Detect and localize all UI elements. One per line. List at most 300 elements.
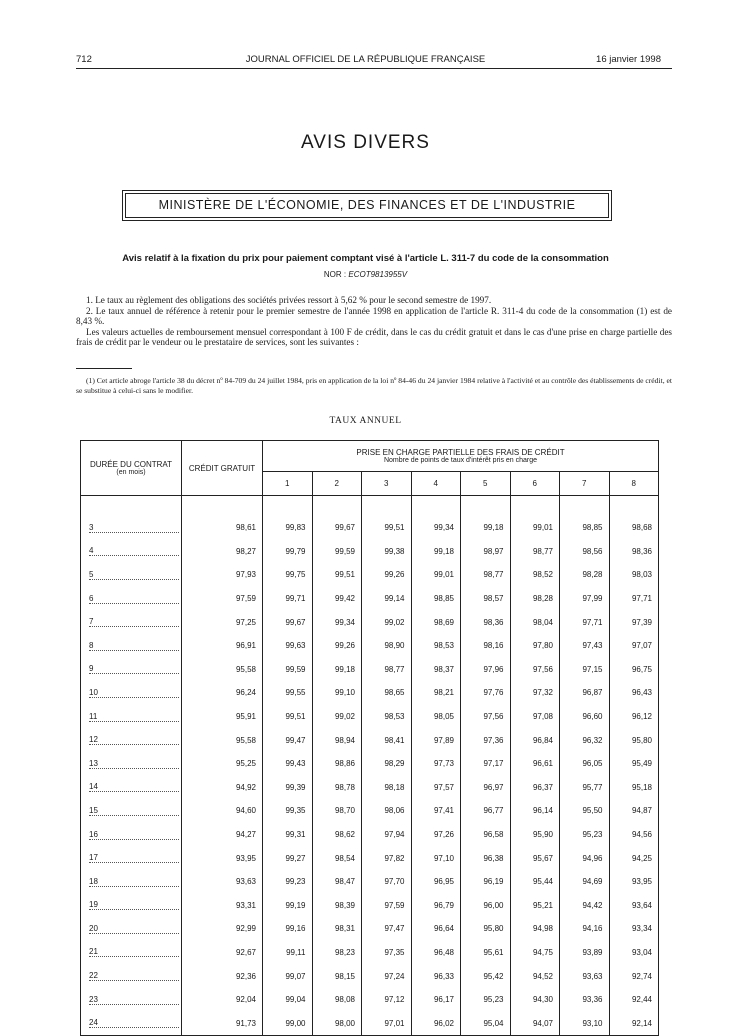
point-7-cell: 96,60 [560, 705, 610, 729]
duration-cell [81, 563, 182, 587]
point-1-cell: 99,19 [263, 894, 313, 918]
header-point-7: 7 [560, 472, 610, 496]
spacer-cell [461, 496, 511, 517]
point-2-cell: 98,15 [312, 964, 362, 988]
point-5-cell: 97,76 [461, 681, 511, 705]
point-6-cell: 97,80 [510, 634, 560, 658]
point-8-cell: 95,49 [609, 752, 659, 776]
table-row [81, 988, 659, 1012]
point-7-cell: 93,10 [560, 1011, 610, 1035]
spacer-cell [560, 496, 610, 517]
spacer-cell [81, 496, 182, 517]
spacer-cell [411, 496, 461, 517]
table-row [81, 610, 659, 634]
point-4-cell: 98,37 [411, 658, 461, 682]
ministry-box: MINISTÈRE DE L'ÉCONOMIE, DES FINANCES ET DE L'INDUSTRIE [125, 193, 609, 218]
point-2-cell: 98,94 [312, 728, 362, 752]
point-6-cell: 94,07 [510, 1011, 560, 1035]
point-2-cell: 99,42 [312, 587, 362, 611]
point-7-cell: 94,16 [560, 917, 610, 941]
point-7-cell: 93,63 [560, 964, 610, 988]
credit-gratuit-cell: 97,93 [182, 563, 263, 587]
point-6-cell: 94,75 [510, 941, 560, 965]
point-8-cell: 93,04 [609, 941, 659, 965]
duration-value: 18 [89, 878, 179, 887]
point-6-cell: 96,14 [510, 799, 560, 823]
credit-gratuit-cell: 92,04 [182, 988, 263, 1012]
point-1-cell: 99,59 [263, 658, 313, 682]
point-1-cell: 99,39 [263, 776, 313, 800]
point-7-cell: 98,56 [560, 540, 610, 564]
header-duration [81, 441, 182, 496]
point-8-cell: 98,68 [609, 516, 659, 540]
point-8-cell: 97,39 [609, 610, 659, 634]
point-2-cell: 98,08 [312, 988, 362, 1012]
point-5-cell: 98,36 [461, 610, 511, 634]
point-5-cell: 95,23 [461, 988, 511, 1012]
section-title: AVIS DIVERS [301, 132, 430, 153]
duration-cell [81, 587, 182, 611]
point-4-cell: 98,69 [411, 610, 461, 634]
point-5-cell: 96,58 [461, 823, 511, 847]
table-row [81, 1011, 659, 1035]
duration-value: 21 [89, 948, 179, 957]
spacer-row [81, 496, 659, 517]
credit-gratuit-cell: 95,91 [182, 705, 263, 729]
duration-cell [81, 846, 182, 870]
point-1-cell: 99,04 [263, 988, 313, 1012]
point-1-cell: 99,16 [263, 917, 313, 941]
credit-gratuit-cell: 95,58 [182, 658, 263, 682]
point-3-cell: 99,51 [362, 516, 412, 540]
point-4-cell: 97,73 [411, 752, 461, 776]
footnote-rule [76, 368, 132, 369]
point-3-cell: 97,94 [362, 823, 412, 847]
duration-value: 11 [89, 713, 179, 722]
point-2-cell: 98,86 [312, 752, 362, 776]
point-8-cell: 97,07 [609, 634, 659, 658]
point-6-cell: 96,61 [510, 752, 560, 776]
table-row [81, 516, 659, 540]
table-row [81, 941, 659, 965]
point-8-cell: 97,71 [609, 587, 659, 611]
point-7-cell: 93,89 [560, 941, 610, 965]
point-1-cell: 99,35 [263, 799, 313, 823]
point-2-cell: 99,18 [312, 658, 362, 682]
notice-title: Avis relatif à la fixation du prix pour paiement comptant visé à l'article L. 311-7 du code de la consommation [122, 253, 609, 264]
point-7-cell: 95,23 [560, 823, 610, 847]
table-row [81, 728, 659, 752]
table-row [81, 776, 659, 800]
credit-gratuit-cell: 91,73 [182, 1011, 263, 1035]
point-3-cell: 98,77 [362, 658, 412, 682]
duration-value: 23 [89, 996, 179, 1005]
point-4-cell: 99,18 [411, 540, 461, 564]
point-4-cell: 98,05 [411, 705, 461, 729]
point-6-cell: 98,77 [510, 540, 560, 564]
point-2-cell: 99,26 [312, 634, 362, 658]
point-4-cell: 96,02 [411, 1011, 461, 1035]
point-6-cell: 95,44 [510, 870, 560, 894]
table-caption: TAUX ANNUEL [329, 416, 402, 426]
point-6-cell: 96,84 [510, 728, 560, 752]
point-3-cell: 97,70 [362, 870, 412, 894]
footnote: (1) Cet article abroge l'article 38 du décret nº 84-709 du 24 juillet 1984, pris en application de la loi nº 84-46 du 24 janvier 1984 relative à l'activité et au contrôle des établissements de crédit, et se substitue à celui-ci sans le modifier. [76, 376, 672, 395]
duration-value: 8 [89, 642, 179, 651]
point-3-cell: 99,38 [362, 540, 412, 564]
point-1-cell: 99,71 [263, 587, 313, 611]
duration-value: 24 [89, 1019, 179, 1028]
point-2-cell: 99,67 [312, 516, 362, 540]
duration-value: 3 [89, 524, 179, 533]
spacer-cell [609, 496, 659, 517]
duration-cell [81, 776, 182, 800]
duration-cell [81, 634, 182, 658]
point-6-cell: 97,56 [510, 658, 560, 682]
point-3-cell: 98,29 [362, 752, 412, 776]
credit-gratuit-cell: 98,27 [182, 540, 263, 564]
point-7-cell: 97,15 [560, 658, 610, 682]
nor-code: ECOT9813955V [348, 270, 408, 279]
point-4-cell: 97,57 [411, 776, 461, 800]
point-2-cell: 98,62 [312, 823, 362, 847]
point-8-cell: 93,64 [609, 894, 659, 918]
point-5-cell: 97,56 [461, 705, 511, 729]
table-row [81, 917, 659, 941]
table-row [81, 587, 659, 611]
point-5-cell: 96,00 [461, 894, 511, 918]
point-4-cell: 96,17 [411, 988, 461, 1012]
point-5-cell: 96,19 [461, 870, 511, 894]
table-row [81, 658, 659, 682]
point-5-cell: 96,77 [461, 799, 511, 823]
point-6-cell: 95,67 [510, 846, 560, 870]
duration-value: 10 [89, 689, 179, 698]
issue-date: 16 janvier 1998 [596, 54, 661, 65]
journal-title: JOURNAL OFFICIEL DE LA RÉPUBLIQUE FRANÇAISE [245, 54, 486, 65]
point-6-cell: 94,98 [510, 917, 560, 941]
duration-value: 6 [89, 595, 179, 604]
credit-gratuit-cell: 96,24 [182, 681, 263, 705]
point-5-cell: 97,36 [461, 728, 511, 752]
point-8-cell: 96,75 [609, 658, 659, 682]
point-4-cell: 98,53 [411, 634, 461, 658]
header-credit-gratuit: CRÉDIT GRATUIT [182, 441, 263, 496]
point-8-cell: 96,43 [609, 681, 659, 705]
spacer-cell [312, 496, 362, 517]
point-2-cell: 99,10 [312, 681, 362, 705]
point-4-cell: 97,10 [411, 846, 461, 870]
rates-table [80, 440, 659, 1036]
point-5-cell: 97,17 [461, 752, 511, 776]
spacer-cell [263, 496, 313, 517]
duration-value: 17 [89, 854, 179, 863]
point-2-cell: 99,59 [312, 540, 362, 564]
point-2-cell: 99,51 [312, 563, 362, 587]
duration-cell [81, 988, 182, 1012]
duration-cell [81, 941, 182, 965]
header-point-5: 5 [461, 472, 511, 496]
duration-value: 19 [89, 901, 179, 910]
point-6-cell: 97,32 [510, 681, 560, 705]
duration-cell [81, 681, 182, 705]
point-4-cell: 97,89 [411, 728, 461, 752]
point-8-cell: 98,36 [609, 540, 659, 564]
duration-cell [81, 799, 182, 823]
point-1-cell: 99,31 [263, 823, 313, 847]
header-point-3: 3 [362, 472, 412, 496]
paragraph-3: Les valeurs actuelles de remboursement mensuel correspondant à 100 F de crédit, dans le cas du crédit gratuit et dans le cas d'une prise en charge partielle des frais de crédit par le vendeur ou le prestataire de services, sont les suivantes : [76, 326, 672, 347]
duration-cell [81, 658, 182, 682]
point-4-cell: 96,64 [411, 917, 461, 941]
point-4-cell: 96,48 [411, 941, 461, 965]
table-row [81, 799, 659, 823]
credit-gratuit-cell: 94,92 [182, 776, 263, 800]
header-point-1: 1 [263, 472, 313, 496]
point-1-cell: 99,11 [263, 941, 313, 965]
duration-value: 20 [89, 925, 179, 934]
point-3-cell: 99,26 [362, 563, 412, 587]
point-5-cell: 95,42 [461, 964, 511, 988]
point-1-cell: 99,67 [263, 610, 313, 634]
point-3-cell: 98,06 [362, 799, 412, 823]
point-3-cell: 99,02 [362, 610, 412, 634]
credit-gratuit-cell: 92,67 [182, 941, 263, 965]
credit-gratuit-cell: 98,61 [182, 516, 263, 540]
point-6-cell: 98,04 [510, 610, 560, 634]
point-2-cell: 99,34 [312, 610, 362, 634]
point-6-cell: 96,37 [510, 776, 560, 800]
point-4-cell: 99,34 [411, 516, 461, 540]
table-row [81, 540, 659, 564]
point-6-cell: 98,28 [510, 587, 560, 611]
point-8-cell: 94,25 [609, 846, 659, 870]
point-4-cell: 96,95 [411, 870, 461, 894]
credit-gratuit-cell: 93,95 [182, 846, 263, 870]
point-8-cell: 96,12 [609, 705, 659, 729]
point-7-cell: 94,69 [560, 870, 610, 894]
point-1-cell: 99,43 [263, 752, 313, 776]
duration-value: 13 [89, 760, 179, 769]
credit-gratuit-cell: 97,25 [182, 610, 263, 634]
credit-gratuit-cell: 92,99 [182, 917, 263, 941]
point-5-cell: 99,18 [461, 516, 511, 540]
point-7-cell: 94,96 [560, 846, 610, 870]
point-7-cell: 97,71 [560, 610, 610, 634]
duration-value: 16 [89, 831, 179, 840]
point-3-cell: 97,35 [362, 941, 412, 965]
point-3-cell: 97,01 [362, 1011, 412, 1035]
point-7-cell: 96,87 [560, 681, 610, 705]
header-duration-label: DURÉE DU CONTRAT [89, 460, 173, 469]
table-row [81, 870, 659, 894]
point-8-cell: 92,74 [609, 964, 659, 988]
point-8-cell: 95,18 [609, 776, 659, 800]
table-row [81, 681, 659, 705]
point-5-cell: 96,38 [461, 846, 511, 870]
point-7-cell: 98,28 [560, 563, 610, 587]
point-7-cell: 94,42 [560, 894, 610, 918]
point-2-cell: 98,00 [312, 1011, 362, 1035]
paragraph-2: 2. Le taux annuel de référence à retenir pour le premier semestre de l'année 1998 en application de l'article R. 311-4 du code de la consommation (1) est de 8,43 %. [76, 305, 672, 326]
point-3-cell: 98,90 [362, 634, 412, 658]
point-5-cell: 98,77 [461, 563, 511, 587]
point-8-cell: 92,44 [609, 988, 659, 1012]
point-2-cell: 98,70 [312, 799, 362, 823]
point-3-cell: 99,14 [362, 587, 412, 611]
spacer-cell [182, 496, 263, 517]
point-2-cell: 99,02 [312, 705, 362, 729]
point-7-cell: 93,36 [560, 988, 610, 1012]
point-6-cell: 95,90 [510, 823, 560, 847]
point-1-cell: 99,07 [263, 964, 313, 988]
point-1-cell: 99,27 [263, 846, 313, 870]
duration-cell [81, 917, 182, 941]
point-5-cell: 95,04 [461, 1011, 511, 1035]
duration-value: 4 [89, 547, 179, 556]
credit-gratuit-cell: 95,25 [182, 752, 263, 776]
header-duration-sub: (en mois) [116, 469, 146, 476]
table-row [81, 846, 659, 870]
table-row [81, 705, 659, 729]
point-2-cell: 98,54 [312, 846, 362, 870]
point-8-cell: 93,34 [609, 917, 659, 941]
duration-cell [81, 705, 182, 729]
notice-body [76, 295, 672, 348]
table-row [81, 894, 659, 918]
point-8-cell: 92,14 [609, 1011, 659, 1035]
table-row [81, 634, 659, 658]
point-3-cell: 98,65 [362, 681, 412, 705]
header-point-2: 2 [312, 472, 362, 496]
duration-cell [81, 752, 182, 776]
point-1-cell: 99,00 [263, 1011, 313, 1035]
point-3-cell: 97,82 [362, 846, 412, 870]
duration-value: 14 [89, 783, 179, 792]
header-point-4: 4 [411, 472, 461, 496]
duration-cell [81, 516, 182, 540]
header-point-6: 6 [510, 472, 560, 496]
header-rule [76, 68, 672, 69]
duration-cell [81, 540, 182, 564]
point-6-cell: 94,30 [510, 988, 560, 1012]
point-5-cell: 98,57 [461, 587, 511, 611]
point-1-cell: 99,47 [263, 728, 313, 752]
credit-gratuit-cell: 95,58 [182, 728, 263, 752]
point-2-cell: 98,31 [312, 917, 362, 941]
nor-reference [0, 270, 731, 279]
point-4-cell: 98,21 [411, 681, 461, 705]
point-1-cell: 99,83 [263, 516, 313, 540]
point-8-cell: 95,80 [609, 728, 659, 752]
duration-cell [81, 870, 182, 894]
point-3-cell: 97,24 [362, 964, 412, 988]
point-2-cell: 98,78 [312, 776, 362, 800]
point-3-cell: 98,41 [362, 728, 412, 752]
point-4-cell: 98,85 [411, 587, 461, 611]
point-5-cell: 98,97 [461, 540, 511, 564]
point-5-cell: 95,80 [461, 917, 511, 941]
point-7-cell: 96,05 [560, 752, 610, 776]
duration-cell [81, 964, 182, 988]
point-7-cell: 98,85 [560, 516, 610, 540]
point-7-cell: 95,77 [560, 776, 610, 800]
point-5-cell: 96,97 [461, 776, 511, 800]
point-4-cell: 99,01 [411, 563, 461, 587]
point-8-cell: 94,87 [609, 799, 659, 823]
credit-gratuit-cell: 94,27 [182, 823, 263, 847]
duration-value: 9 [89, 665, 179, 674]
point-3-cell: 98,53 [362, 705, 412, 729]
duration-cell [81, 823, 182, 847]
point-3-cell: 97,47 [362, 917, 412, 941]
duration-cell [81, 610, 182, 634]
point-1-cell: 99,55 [263, 681, 313, 705]
credit-gratuit-cell: 93,63 [182, 870, 263, 894]
header-prise-sub: Nombre de points de taux d'intérêt pris en charge [383, 457, 538, 464]
header-prise-label: PRISE EN CHARGE PARTIELLE DES FRAIS DE CRÉDIT [356, 448, 565, 457]
header-prise-en-charge [263, 441, 659, 472]
nor-label: NOR : [323, 270, 347, 279]
point-8-cell: 93,95 [609, 870, 659, 894]
spacer-cell [510, 496, 560, 517]
page-number: 712 [76, 54, 92, 65]
point-5-cell: 98,16 [461, 634, 511, 658]
point-3-cell: 97,59 [362, 894, 412, 918]
point-1-cell: 99,79 [263, 540, 313, 564]
header-point-8: 8 [609, 472, 659, 496]
point-7-cell: 95,50 [560, 799, 610, 823]
point-8-cell: 94,56 [609, 823, 659, 847]
duration-value: 5 [89, 571, 179, 580]
point-5-cell: 95,61 [461, 941, 511, 965]
point-2-cell: 98,23 [312, 941, 362, 965]
duration-value: 7 [89, 618, 179, 627]
credit-gratuit-cell: 93,31 [182, 894, 263, 918]
paragraph-1: 1. Le taux au règlement des obligations des sociétés privées ressort à 5,62 % pour le second semestre de 1997. [86, 295, 492, 305]
point-1-cell: 99,63 [263, 634, 313, 658]
table-row [81, 563, 659, 587]
point-3-cell: 97,12 [362, 988, 412, 1012]
point-3-cell: 98,18 [362, 776, 412, 800]
point-7-cell: 97,99 [560, 587, 610, 611]
duration-value: 15 [89, 807, 179, 816]
point-6-cell: 95,21 [510, 894, 560, 918]
duration-cell [81, 1011, 182, 1035]
table-row [81, 964, 659, 988]
point-8-cell: 98,03 [609, 563, 659, 587]
table-row [81, 823, 659, 847]
duration-value: 22 [89, 972, 179, 981]
credit-gratuit-cell: 97,59 [182, 587, 263, 611]
credit-gratuit-cell: 96,91 [182, 634, 263, 658]
point-5-cell: 97,96 [461, 658, 511, 682]
duration-cell [81, 728, 182, 752]
point-6-cell: 94,52 [510, 964, 560, 988]
point-2-cell: 98,47 [312, 870, 362, 894]
point-4-cell: 97,26 [411, 823, 461, 847]
point-6-cell: 99,01 [510, 516, 560, 540]
point-4-cell: 96,33 [411, 964, 461, 988]
point-1-cell: 99,51 [263, 705, 313, 729]
point-6-cell: 97,08 [510, 705, 560, 729]
credit-gratuit-cell: 94,60 [182, 799, 263, 823]
point-7-cell: 97,43 [560, 634, 610, 658]
point-7-cell: 96,32 [560, 728, 610, 752]
point-1-cell: 99,23 [263, 870, 313, 894]
table-row [81, 752, 659, 776]
point-6-cell: 98,52 [510, 563, 560, 587]
